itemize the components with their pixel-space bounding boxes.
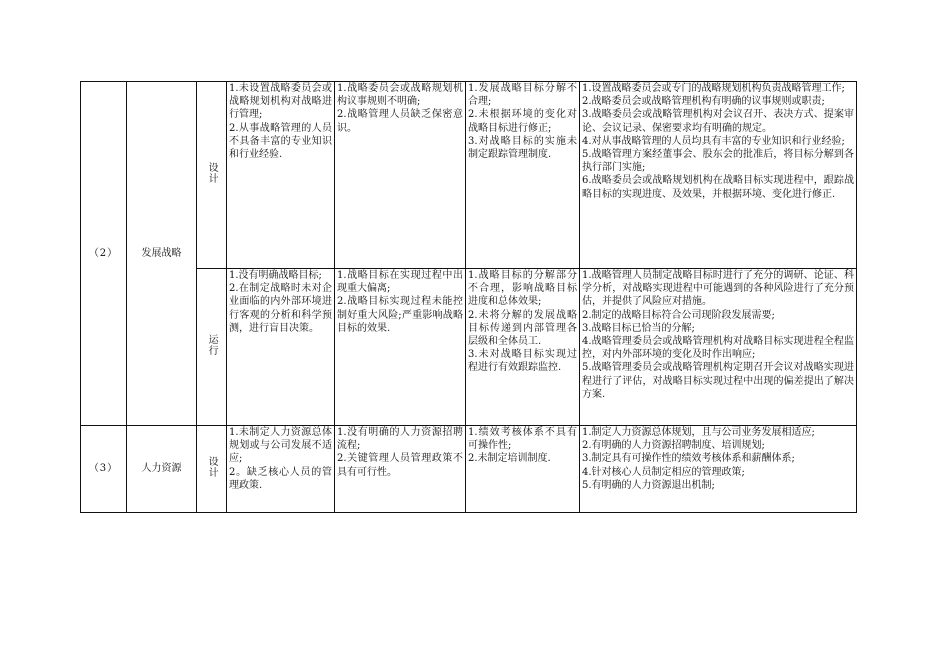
risk-cell	[227, 82, 335, 269]
cell-item-list	[229, 426, 332, 492]
list-item: 2.未根据环境的变化对战略目标进行修正;	[468, 109, 577, 134]
list-item: 2.有明确的人力资源招聘制度、培训规划;	[582, 440, 765, 452]
cell-item-list	[337, 426, 463, 479]
list-item: 4.针对核心人员制定相应的管理政策;	[582, 466, 745, 478]
control-cell	[580, 82, 857, 269]
list-item: 4.战略管理委员会或战略管理机构对战略目标实现进程全程监控，对内外部环境的变化及时作出响应;	[582, 336, 854, 361]
risk-cell	[335, 269, 466, 426]
risk-cell	[466, 269, 580, 426]
list-item: 2。缺乏核心人员的管理政策.	[229, 466, 332, 491]
table-row	[81, 82, 857, 269]
item-number: （2）	[81, 82, 127, 426]
list-item: 5.有明确的人力资源退出机制;	[582, 479, 715, 491]
cell-item-list	[468, 269, 577, 375]
list-item: 2.未制定培训制度.	[468, 453, 551, 465]
list-item: 3.制定具有可操作性的绩效考核体系和薪酬体系;	[582, 453, 795, 465]
phase-cell	[197, 426, 227, 513]
control-area: 人力资源	[127, 426, 197, 513]
internal-control-table	[80, 81, 857, 513]
list-item: 2.制定的战略目标符合公司现阶段发展需要;	[582, 309, 775, 321]
risk-cell	[227, 426, 335, 513]
list-item: 1.未制定人力资源总体规划或与公司发展不适应;	[229, 427, 332, 465]
cell-item-list	[337, 82, 463, 135]
cell-item-list	[582, 269, 854, 401]
cell-item-list	[337, 269, 463, 335]
list-item: 2.在制定战略时未对企业面临的内外部环境进行客观的分析和科学预测，进行盲目决策。	[229, 283, 332, 334]
list-item: 2.关键管理人员管理政策不具有可行性。	[337, 453, 463, 478]
item-number: （3）	[81, 426, 127, 513]
cell-item-list	[582, 82, 854, 201]
list-item: 1.未设置战略委员会或战略规划机构对战略进行管理;	[229, 83, 332, 121]
list-item: 5.战略管理方案经董事会、股东会的批准后，将目标分解到各执行部门实施;	[582, 149, 854, 174]
list-item: 1.设置战略委员会或专门的战略规划机构负责战略管理工作;	[582, 83, 845, 94]
cell-item-list	[229, 82, 332, 161]
list-item: 3.战略委员会或战略管理机构对会议召开、表决方式、提案审论、会议记录、保密要求均有明确的规定。	[582, 109, 854, 134]
list-item: 5.战略管理委员会或战略管理机构定期召开会议对战略实现进程进行了评估，对战略目标实现过程中出现的偏差提出了解决方案.	[582, 362, 854, 400]
cell-item-list	[468, 426, 577, 466]
risk-cell	[466, 82, 580, 269]
list-item: 1.战略委员会或战略规划机构议事规则不明确;	[337, 83, 463, 108]
table-row	[81, 426, 857, 513]
list-item: 3.未对战略目标实现过程进行有效跟踪监控.	[468, 349, 577, 374]
list-item: 2.从事战略管理的人员不具备丰富的专业知识和行业经验.	[229, 122, 332, 161]
list-item: 3.对战略目标的实施未制定跟踪管理制度.	[468, 135, 577, 161]
risk-cell	[466, 426, 580, 513]
list-item: 1.绩效考核体系不具有可操作性;	[468, 427, 577, 452]
control-area: 发展战略	[127, 82, 197, 426]
phase-cell	[197, 82, 227, 269]
list-item: 3.战略目标已恰当的分解;	[582, 322, 695, 334]
phase-label: 设计	[206, 455, 218, 478]
cell-item-list	[229, 269, 332, 335]
list-item: 1.没有明确战略目标;	[229, 270, 322, 281]
table-row	[81, 269, 857, 426]
cell-item-list	[468, 82, 577, 161]
list-item: 1.没有明确的人力资源招聘流程;	[337, 427, 463, 452]
control-cell	[580, 426, 857, 513]
list-item: 4.对从事战略管理的人员均具有丰富的专业知识和行业经验;	[582, 135, 845, 147]
list-item: 1.制定人力资源总体规划，且与公司业务发展相适应;	[582, 427, 815, 438]
phase-label: 运行	[206, 333, 218, 356]
phase-label: 设计	[206, 161, 218, 184]
list-item: 2.战略委员会或战略管理机构有明确的议事规则或职责;	[582, 96, 825, 108]
list-item: 1.发展战略目标分解不合理;	[468, 83, 577, 108]
list-item: 1.战略管理人员制定战略目标时进行了充分的调研、论证、科学分析，对战略实现进程中可能遇到的各种风险进行了充分预估，并提供了风险应对措施。	[582, 270, 854, 308]
list-item: 2.战略目标实现过程未能控制好重大风险;严重影响战略目标的效果.	[337, 296, 463, 334]
list-item: 2.战略管理人员缺乏保密意识。	[337, 109, 463, 134]
cell-item-list	[582, 426, 854, 492]
risk-cell	[335, 426, 466, 513]
risk-cell	[335, 82, 466, 269]
list-item: 1.战略目标在实现过程中出现重大偏离;	[337, 270, 463, 295]
list-item: 1.战略目标的分解部分不合理，影响战略目标进度和总体效果;	[468, 270, 577, 308]
risk-cell	[227, 269, 335, 426]
list-item: 6.战略委员会或战略规划机构在战略目标实现进程中，跟踪战略目标的实现进度、及效果，并根据环境、变化进行修正.	[582, 175, 854, 200]
control-cell	[580, 269, 857, 426]
phase-cell	[197, 269, 227, 426]
list-item: 2.未将分解的发展战略目标传递到内部管理各层级和全体员工.	[468, 309, 577, 348]
